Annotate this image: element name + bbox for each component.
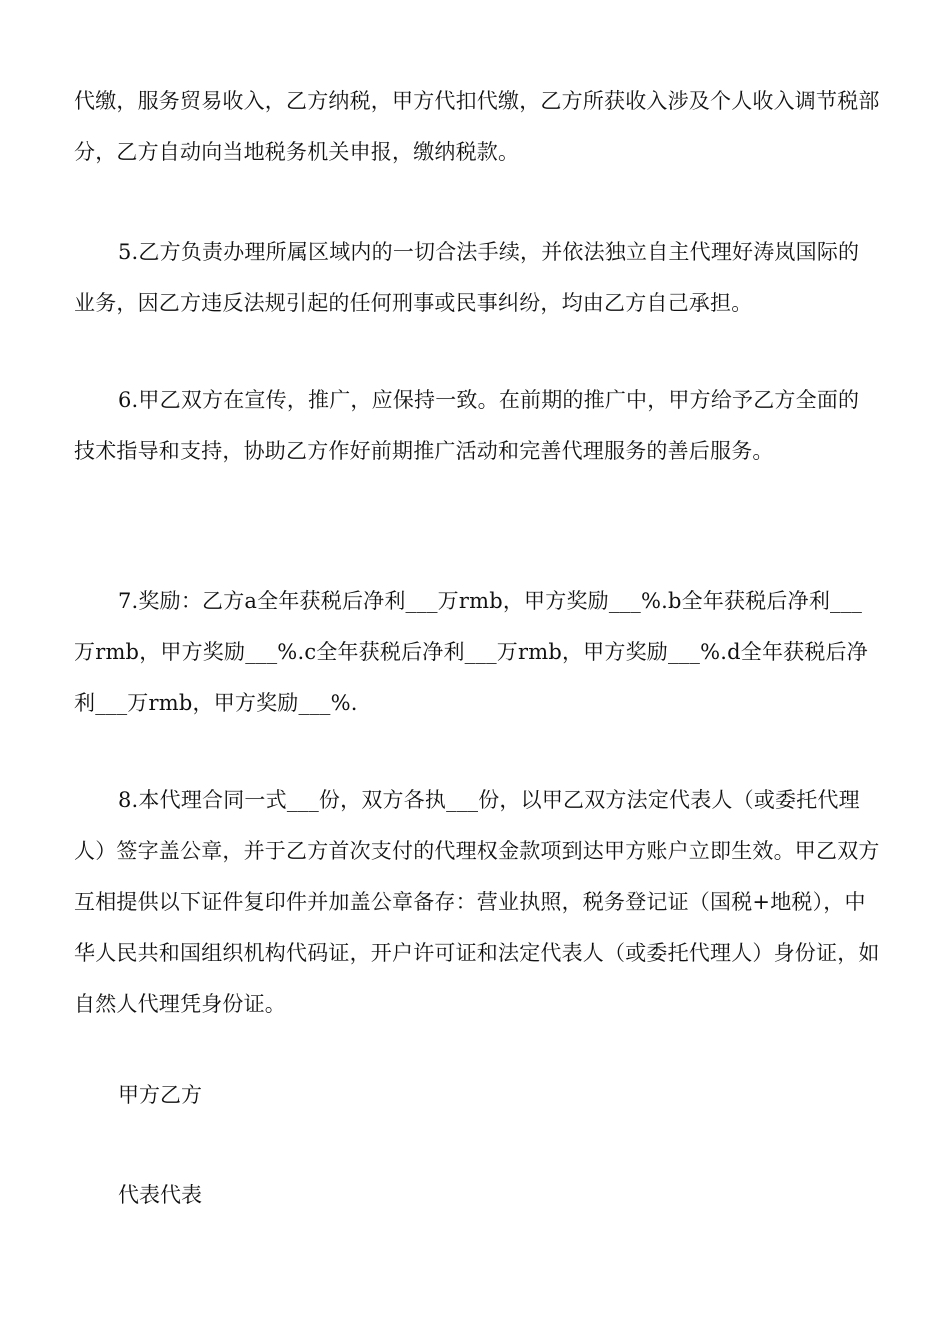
paragraph-clause-5: 5.乙方负责办理所属区域内的一切合法手续，并依法独立自主代理好涛岚国际的业务，因乙方违反法规引起的任何刑事或民事纠纷，均由乙方自己承担。 bbox=[74, 240, 860, 315]
paragraph-clause-8: 8.本代理合同一式___份，双方各执___份，以甲乙双方法定代表人（或委托代理人）签字盖公章，并于乙方首次支付的代理权金款项到达甲方账户立即生效。甲乙双方互相提供以下证件复印件并加盖公章备存：营业执照，税务登记证（国税+地税），中华人民共和国组织机构代码证，开户许可证和法定代表人（或委托代理人）身份证，如自然人代理凭身份证。 bbox=[74, 788, 880, 1016]
paragraph-clause-7: 7.奖励：乙方a全年获税后净利___万rmb，甲方奖励___%.b全年获税后净利___万rmb，甲方奖励___%.c全年获税后净利___万rmb，甲方奖励___%.d全年获税后净利___万rmb，甲方奖励___%. bbox=[74, 589, 868, 715]
signature-representatives-line: 代表代表 bbox=[118, 1183, 202, 1207]
paragraph-clause-6: 6.甲乙双方在宣传，推广，应保持一致。在前期的推广中，甲方给予乙方全面的技术指导和支持，协助乙方作好前期推广活动和完善代理服务的善后服务。 bbox=[74, 388, 860, 463]
paragraph-continuation: 代缴，服务贸易收入，乙方纳税，甲方代扣代缴，乙方所获收入涉及个人收入调节税部分，乙方自动向当地税务机关申报，缴纳税款。 bbox=[74, 89, 880, 164]
signature-parties-line: 甲方乙方 bbox=[118, 1083, 202, 1107]
